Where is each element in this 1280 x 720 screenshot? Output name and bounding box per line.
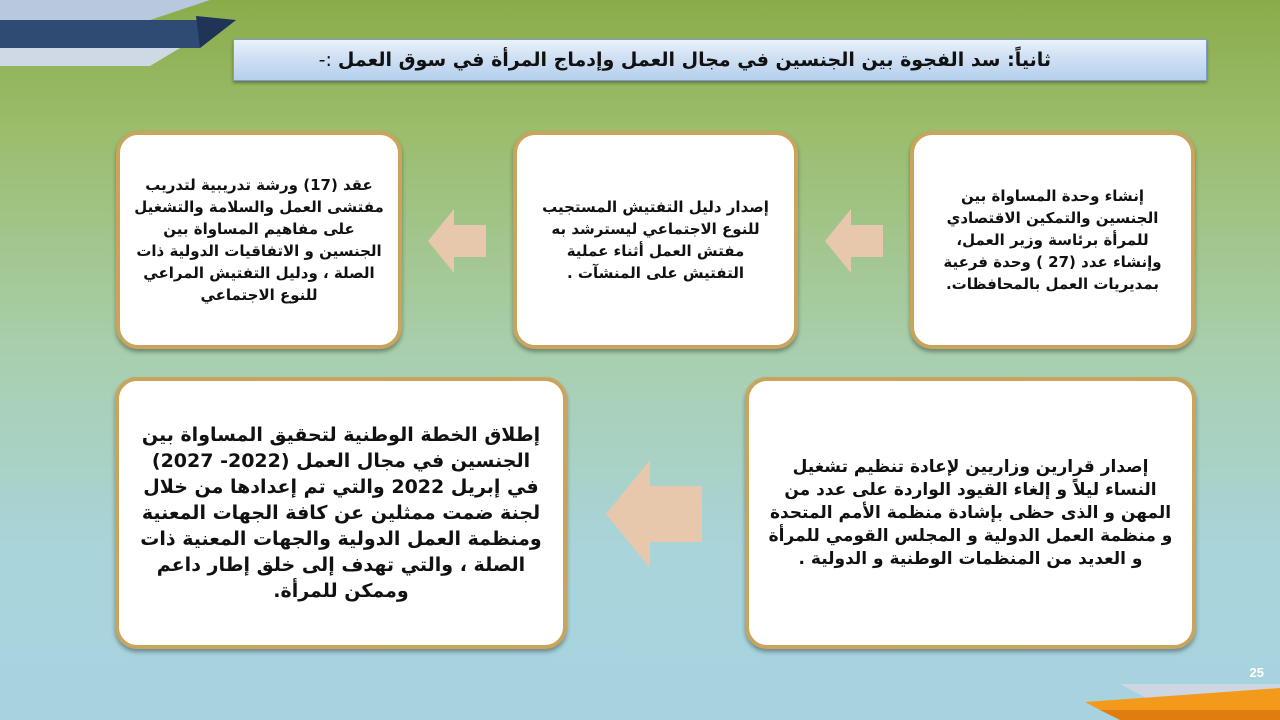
- top-left-decoration: [0, 0, 260, 70]
- left-arrow-icon: [606, 458, 702, 570]
- slide-title-text: ثانياً: سد الفجوة بين الجنسين في مجال العمل وإدماج المرأة في سوق العمل: [337, 49, 1051, 71]
- card-bottom-left: [115, 377, 567, 649]
- card-top-left: [116, 131, 402, 349]
- card-bottom-right-text: إصدار قرارين وزاريين لإعادة تنظيم تشغيل النساء ليلاً و إلغاء القيود الواردة على عدد من المهن و الذى حظى بإشادة منظمة الأمم المتحدة و منظمة العمل الدولية و المجلس القومي للمرأة و العديد من المنظمات الوطنية و الدولية .: [768, 456, 1173, 569]
- slide-title-tail: :-: [318, 49, 332, 71]
- card-top-right-text: إنشاء وحدة المساواة بين الجنسين والتمكين الاقتصادي للمرأة برئاسة وزير العمل، وإنشاء عدد (27 ) وحدة فرعية بمديريات العمل بالمحافظات.: [943, 187, 1162, 293]
- card-bottom-right: [745, 377, 1196, 649]
- card-bottom-left-text: إطلاق الخطة الوطنية لتحقيق المساواة بين الجنسين في مجال العمل (2022- 2027) في إبريل 2022 والتي تم إعدادها من خلال لجنة ضمت ممثلين عن كافة الجهات المعنية ومنظمة العمل الدولية والجهات المعنية ذات الصلة ، والتي تهدف إلى خلق إطار داعم وممكن للمرأة.: [140, 424, 542, 602]
- page-number: 25: [1249, 665, 1264, 680]
- card-top-right: [910, 131, 1195, 349]
- bottom-right-decoration: [1080, 680, 1280, 720]
- card-top-left-text: عقد (17) ورشة تدريبية لتدريب مفتشى العمل والسلامة والتشغيل على مفاهيم المساواة بين الجنسين و الاتفاقيات الدولية ذات الصلة ، ودليل التفتيش المراعي للنوع الاجتماعي: [134, 176, 384, 304]
- left-arrow-icon: [428, 207, 486, 275]
- slide-title: [233, 39, 1207, 81]
- card-top-middle: [513, 131, 798, 349]
- left-arrow-icon: [825, 207, 883, 275]
- card-top-middle-text: إصدار دليل التفتيش المستجيب للنوع الاجتماعي ليسترشد به مفتش العمل أثناء عملية التفتيش على المنشآت .: [542, 198, 769, 282]
